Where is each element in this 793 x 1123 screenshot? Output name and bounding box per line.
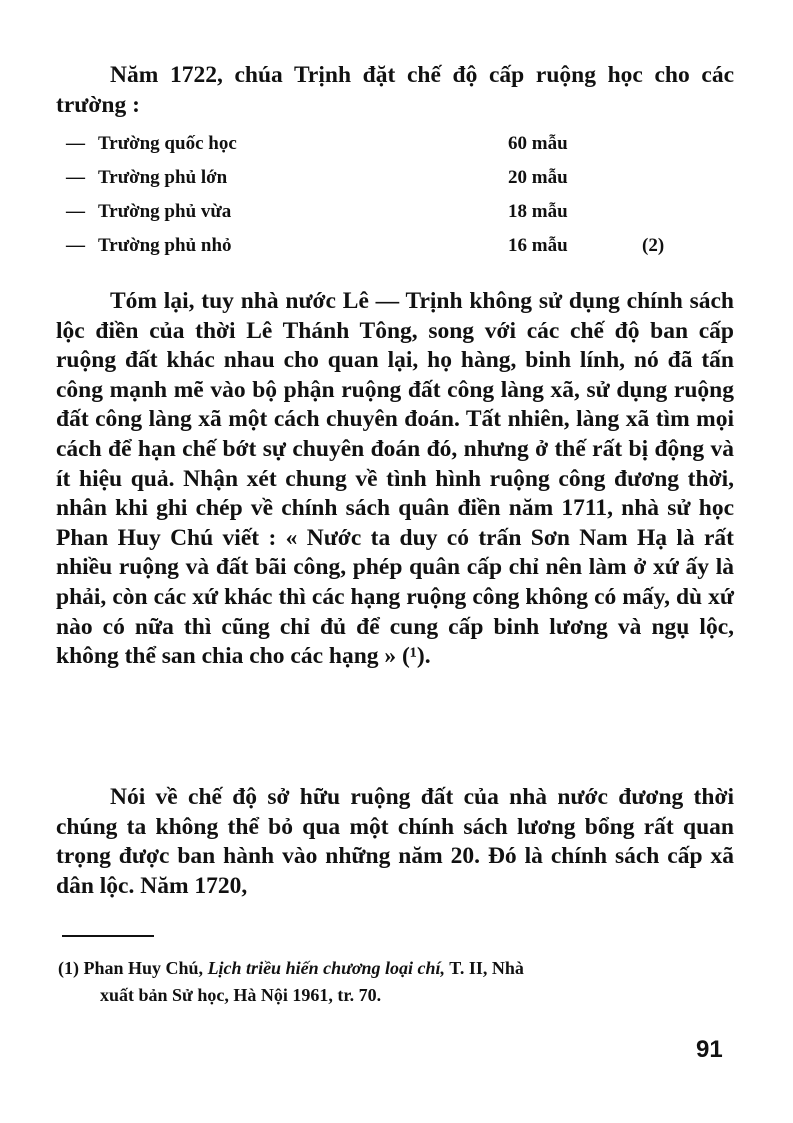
list-item (66, 229, 686, 263)
footnote-author: Phan Huy Chú, (83, 958, 204, 978)
page-number: 91 (696, 1036, 723, 1063)
footnote-divider (62, 935, 154, 937)
footnote-line-2: xuất bản Sử học, Hà Nội 1961, tr. 70. (100, 985, 382, 1005)
school-name: Trường quốc học (98, 133, 237, 154)
land-amount: 60 mẫu (508, 133, 568, 154)
list-dash: — (66, 235, 85, 256)
paragraph-salary-policy-text: Nói về chế độ sở hữu ruộng đất của nhà nước đương thời chúng ta không thể bỏ qua một chính sách lương bổng rất quan trọng được ban hành vào những năm 20. Đó là chính sách cấp xã dân lộc. Năm 1720, (56, 784, 734, 899)
land-allocation-list (66, 127, 686, 263)
footnote (58, 955, 738, 1009)
footnote-ref: (2) (642, 235, 665, 256)
land-amount: 18 mẫu (508, 201, 568, 222)
footnote-publisher-1: T. II, Nhà (449, 958, 524, 978)
school-name: Trường phủ nhỏ (98, 235, 232, 256)
paragraph-summary-text: Tóm lại, tuy nhà nước Lê — Trịnh không sử dụng chính sách lộc điền của thời Lê Thánh Tông, song với các chế độ ban cấp ruộng đất khác nhau cho quan lại, họ hàng, binh lính, nó đã tấn công mạnh mẽ vào bộ phận ruộng đất công làng xã, sử dụng ruộng đất công làng xã một cách chuyên đoán. Tất nhiên, làng xã tìm mọi cách để hạn chế bớt sự chuyên đoán đó, nhưng ở thế rất bị động và ít hiệu quả. Nhận xét chung về tình hình ruộng công đương thời, nhân khi ghi chép về chính sách quân điền năm 1711, nhà sử học Phan Huy Chú viết : « Nước ta duy có trấn Sơn Nam Hạ là rất nhiều ruộng và đất bãi công, phép quân cấp chỉ nên làm ở xứ ấy là phải, còn các xứ khác thì các hạng ruộng công không có mấy, dù xứ nào có nữa thì cũng chỉ đủ để cung cấp binh lương và ngụ lộc, không thể san chia cho các hạng » (¹). (56, 288, 734, 670)
school-name: Trường phủ lớn (98, 167, 228, 188)
list-item (66, 127, 686, 161)
list-dash: — (66, 167, 85, 188)
list-item (66, 195, 686, 229)
footnote-book-title: Lịch triều hiến chương loại chí, (207, 958, 446, 978)
list-item (66, 161, 686, 195)
paragraph-intro-text: Năm 1722, chúa Trịnh đặt chế độ cấp ruộng học cho các trường : (56, 62, 734, 118)
school-name: Trường phủ vừa (98, 201, 232, 222)
land-amount: 16 mẫu (508, 235, 568, 256)
paragraph-intro (56, 61, 734, 120)
list-dash: — (66, 201, 85, 222)
footnote-marker: (1) (58, 958, 79, 978)
list-dash: — (66, 133, 85, 154)
footnote-line-1 (58, 955, 738, 982)
paragraph-summary (56, 287, 734, 672)
land-amount: 20 mẫu (508, 167, 568, 188)
paragraph-salary-policy (56, 783, 734, 901)
